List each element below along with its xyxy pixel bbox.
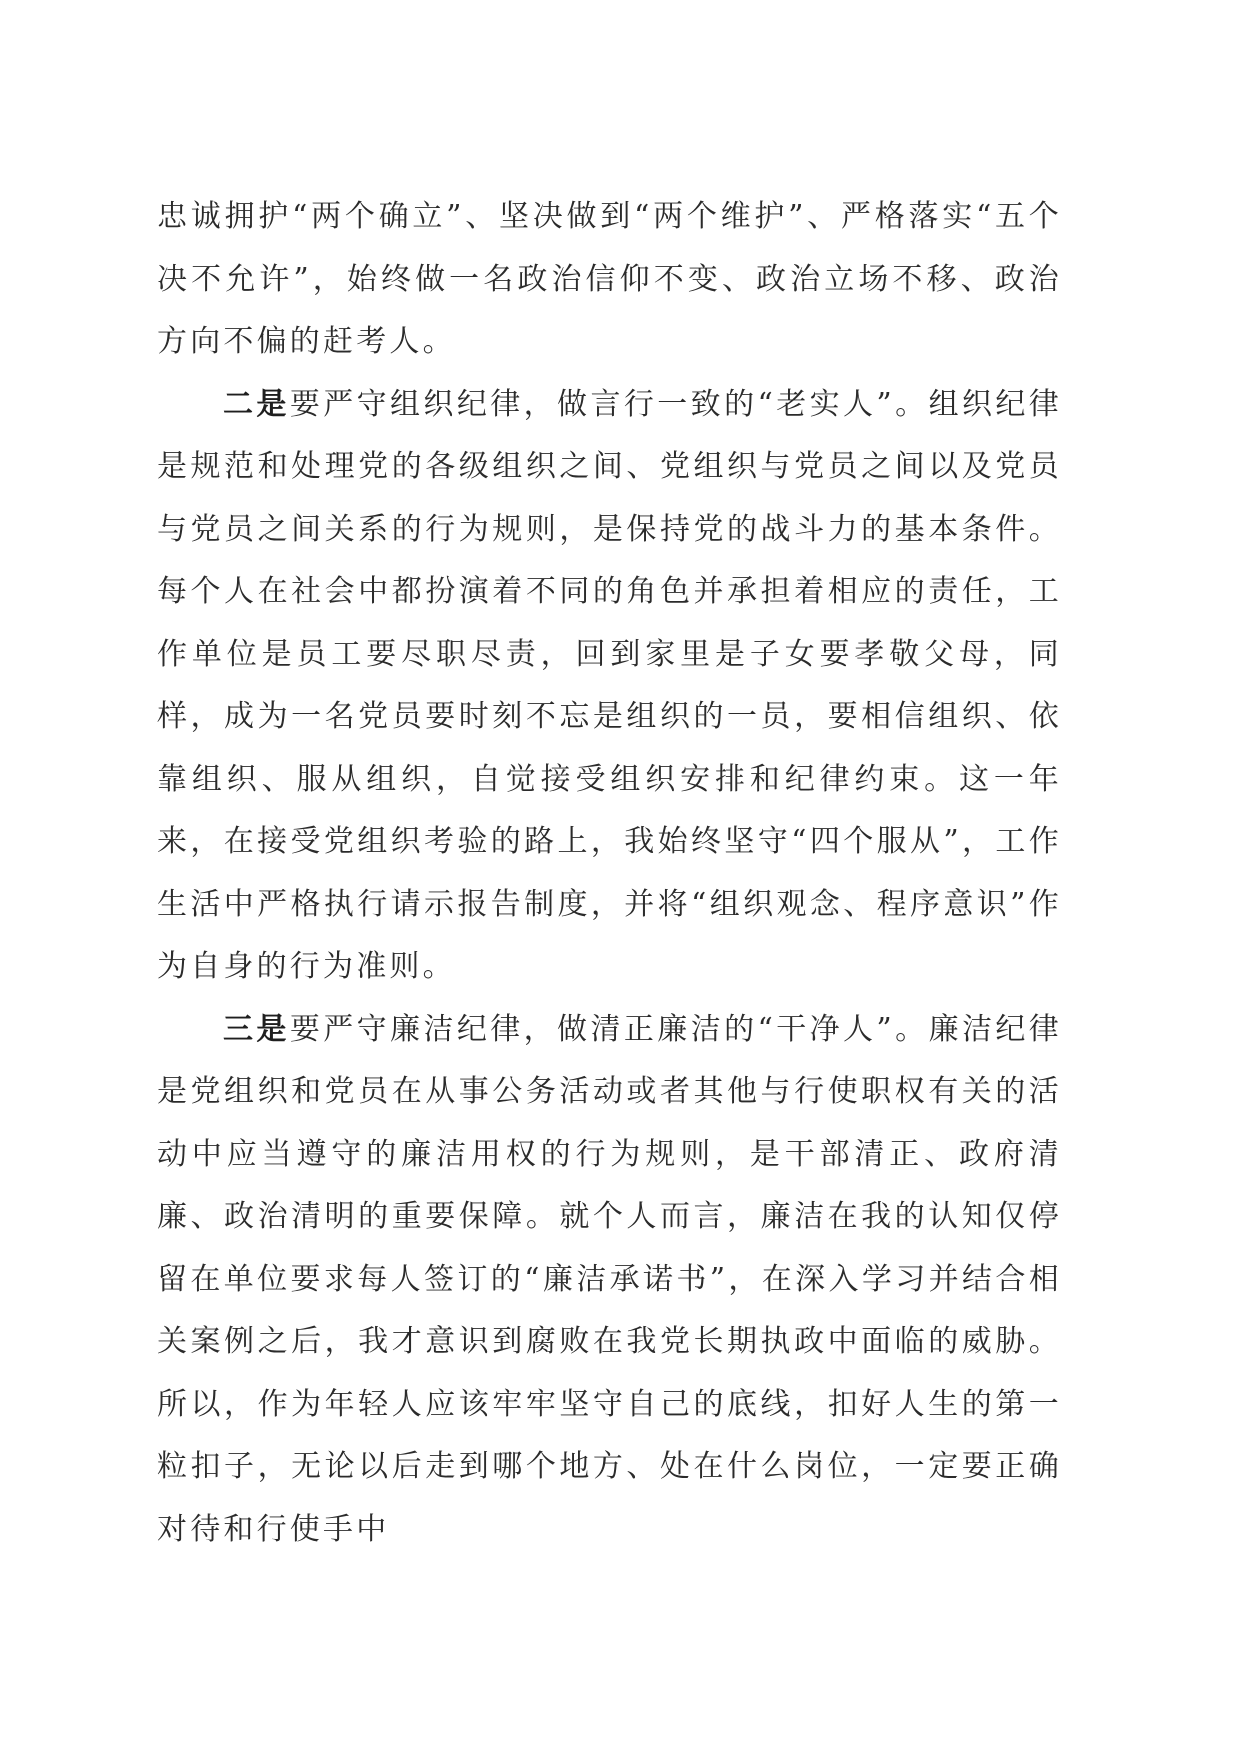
paragraph-text: 忠诚拥护“两个确立”、坚决做到“两个维护”、严格落实“五个决不允许”，始终做一名政治信仰不变、政治立场不移、政治方向不偏的赶考人。 [157, 199, 1062, 359]
body-text [157, 186, 1062, 1561]
paragraph-lead: 二是 [223, 386, 290, 422]
paragraph-continuation [157, 186, 1062, 374]
paragraph-lead: 三是 [223, 1011, 290, 1047]
paragraph-text: 要严守组织纪律，做言行一致的“老实人”。组织纪律是规范和处理党的各级组织之间、党组织与党员之间以及党员与党员之间关系的行为规则，是保持党的战斗力的基本条件。每个人在社会中都扮演着不同的角色并承担着相应的责任，工作单位是员工要尽职尽责，回到家里是子女要孝敬父母，同样，成为一名党员要时刻不忘是组织的一员，要相信组织、依靠组织、服从组织，自觉接受组织安排和纪律约束。这一年来，在接受党组织考验的路上，我始终坚守“四个服从”，工作生活中严格执行请示报告制度，并将“组织观念、程序意识”作为自身的行为准则。 [157, 386, 1062, 984]
paragraph-point-two [157, 374, 1062, 999]
paragraph-point-three [157, 999, 1062, 1562]
paragraph-text: 要严守廉洁纪律，做清正廉洁的“干净人”。廉洁纪律是党组织和党员在从事公务活动或者其他与行使职权有关的活动中应当遵守的廉洁用权的行为规则，是干部清正、政府清廉、政治清明的重要保障。就个人而言，廉洁在我的认知仅停留在单位要求每人签订的“廉洁承诺书”，在深入学习并结合相关案例之后，我才意识到腐败在我党长期执政中面临的威胁。所以，作为年轻人应该牢牢坚守自己的底线，扣好人生的第一粒扣子，无论以后走到哪个地方、处在什么岗位，一定要正确对待和行使手中 [157, 1011, 1062, 1547]
